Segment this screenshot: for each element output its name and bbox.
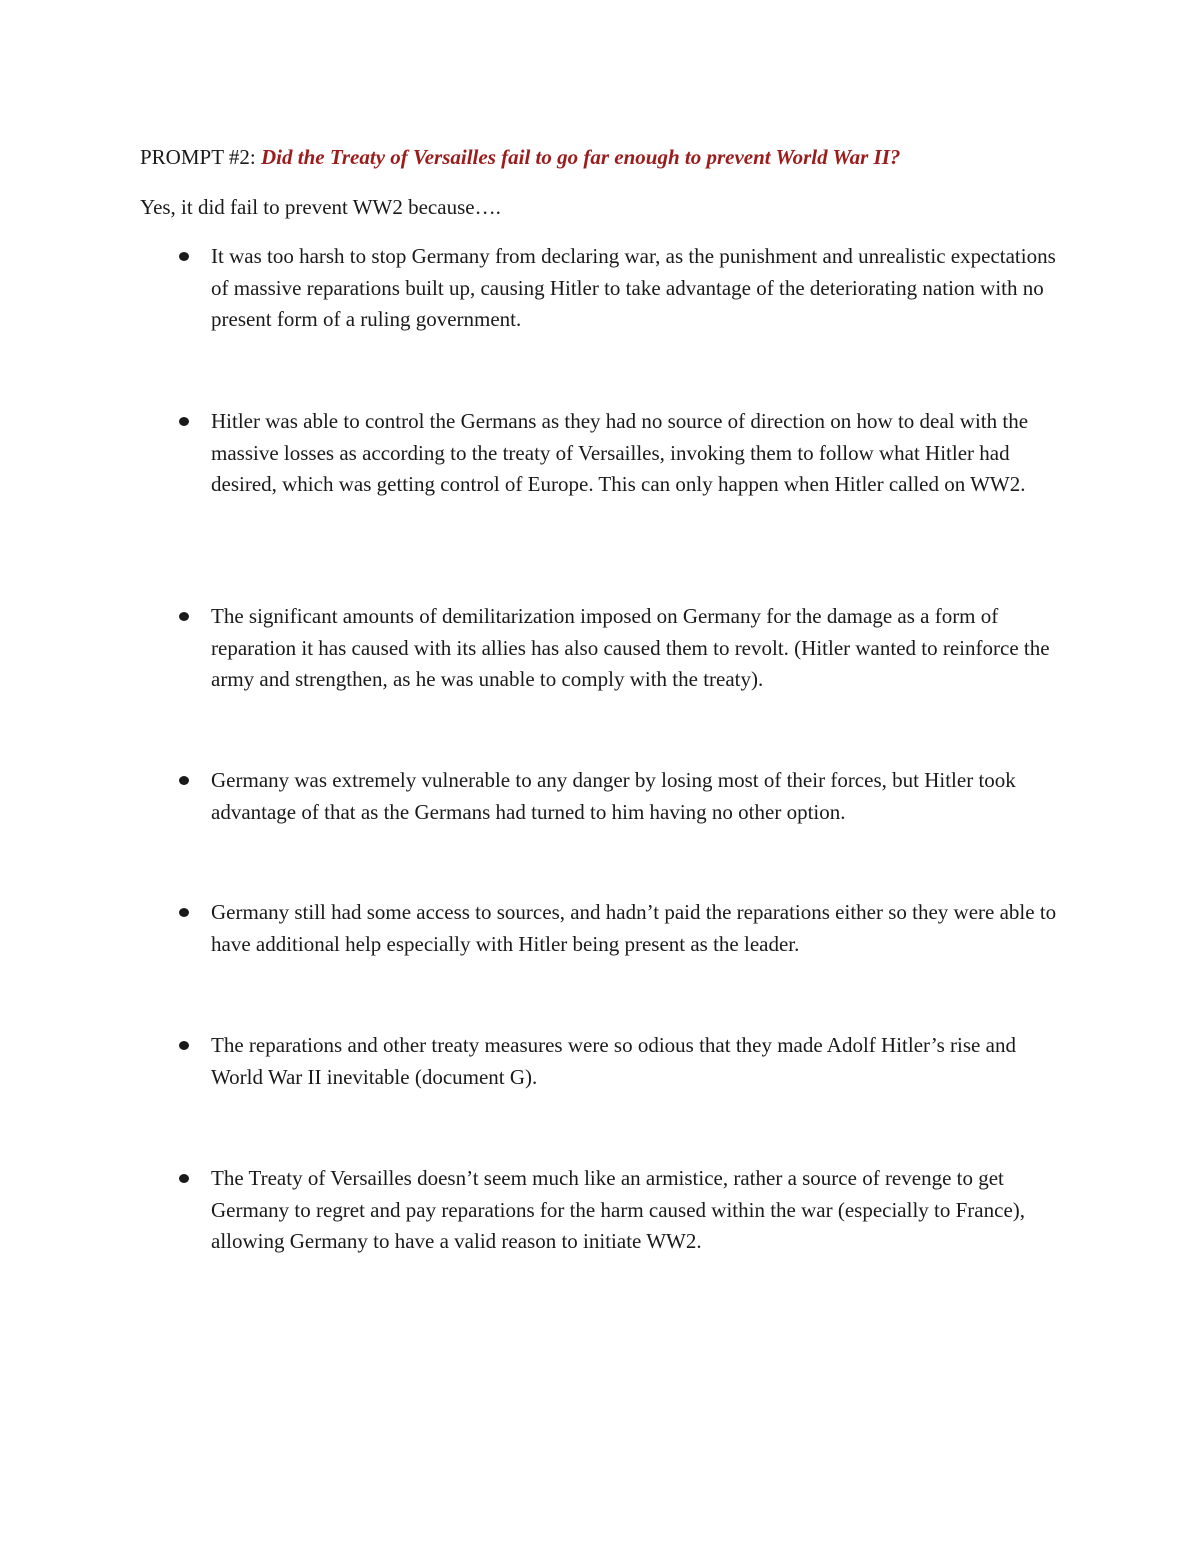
bullet-icon	[179, 908, 189, 917]
prompt-heading	[140, 142, 900, 172]
bullet-text: The Treaty of Versailles doesn’t seem much like an armistice, rather a source of revenge to get Germany to regret and pay reparations for the harm caused within the war (especially to France), allowing Germany to have a valid reason to initiate WW2.	[211, 1166, 1026, 1253]
bullet-text: It was too harsh to stop Germany from declaring war, as the punishment and unrealistic expectations of massive reparations built up, causing Hitler to take advantage of the deteriorating nation with no present form of a ruling government.	[211, 244, 1056, 331]
prompt-label: PROMPT #2:	[140, 145, 261, 169]
bullet-icon	[179, 417, 189, 426]
bullet-icon	[179, 776, 189, 785]
bullet-icon	[179, 1041, 189, 1050]
bullet-text: Hitler was able to control the Germans as they had no source of direction on how to deal with the massive losses as according to the treaty of Versailles, invoking them to follow what Hitler had desired, which was getting control of Europe. This can only happen when Hitler called on WW2.	[211, 409, 1029, 496]
prompt-question: Did the Treaty of Versailles fail to go far enough to prevent World War II?	[261, 145, 901, 169]
intro-sentence: Yes, it did fail to prevent WW2 because….	[140, 195, 501, 219]
bullet-icon	[179, 252, 189, 261]
bullet-text: The reparations and other treaty measures were so odious that they made Adolf Hitler’s rise and World War II inevitable (document G).	[211, 1033, 1016, 1089]
bullet-text: Germany still had some access to sources, and hadn’t paid the reparations either so they were able to have additional help especially with Hitler being present as the leader.	[211, 900, 1057, 956]
bullet-text: The significant amounts of demilitarization imposed on Germany for the damage as a form of reparation it has caused with its allies has also caused them to revolt. (Hitler wanted to reinforce the army and strengthen, as he was unable to comply with the treaty).	[211, 604, 1050, 691]
bullet-icon	[179, 1174, 189, 1183]
bullet-icon	[179, 612, 189, 621]
bullet-text: Germany was extremely vulnerable to any danger by losing most of their forces, but Hitler took advantage of that as the Germans had turned to him having no other option.	[211, 768, 1016, 824]
